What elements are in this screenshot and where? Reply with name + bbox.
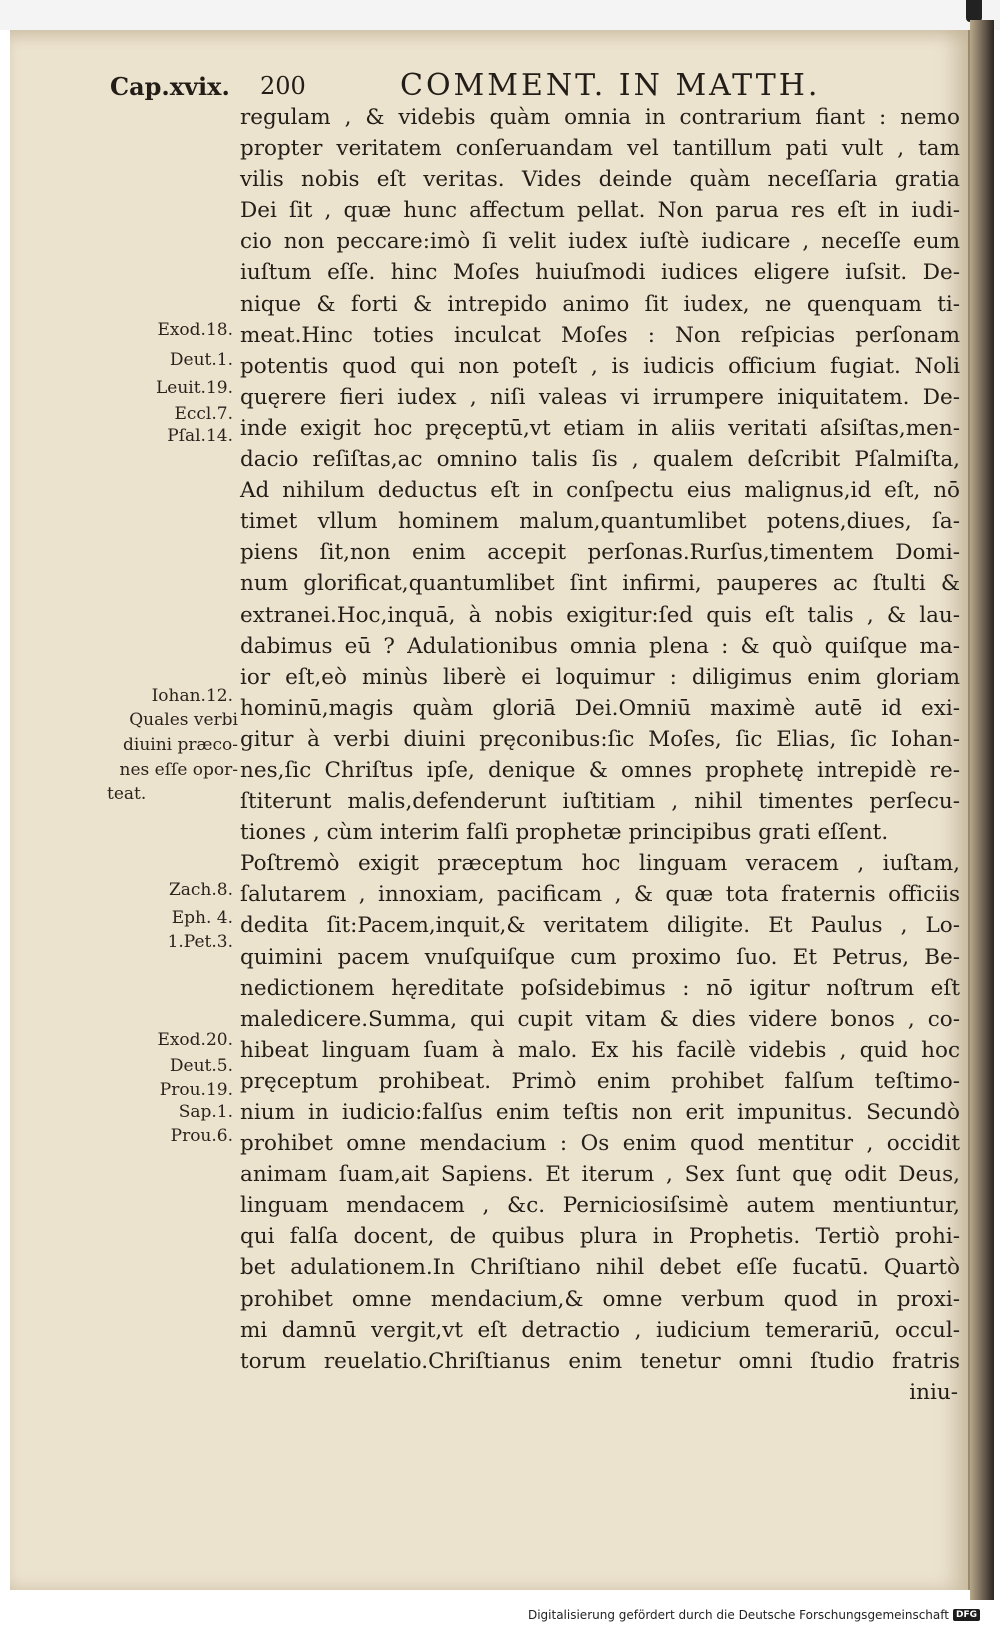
text-line: extranei.Hoc,inquā, à nobis exigitur:ſed quis eſt talis , & lau- [240,602,960,628]
text-line: Poſtremò exigit præceptum hoc linguam veracem , iuſtam, [240,851,960,877]
margin-note-exod20: Exod.20. [157,1030,233,1050]
margin-note-iohan12: Iohan.12. [151,686,233,706]
text-line: ſalutarem , innoxiam, pacificam , & quæ tota fraternis officiis [240,882,960,908]
text-line: nium in iudicio:falſus enim teſtis non erit impunitus. Secundò [240,1100,960,1125]
text-line: mi damnū vergit,vt eſt detractio , iudicium temerariū, occul- [240,1317,960,1343]
text-line: piens ſit,non enim accepit perſonas.Rurſus,timentem Domi- [240,540,960,566]
text-line: qui falſa docent, de quibus plura in Prophetis. Tertiò prohi- [240,1224,960,1250]
top-strip [0,0,1000,30]
text-line: nedictionem hęreditate poſsidebimus : nō igitur noſtrum eſt [240,975,960,1001]
text-line: pręceptum prohibeat. Primò enim prohibet falſum teſtimo- [240,1068,960,1094]
text-line: ior eſt,eò minùs liberè ei loquimur : diligimus enim gloriam [240,664,960,690]
text-line: iuſtum eſſe. hinc Moſes huiuſmodi iudices eligere iuſsit. De- [240,260,960,286]
text-line: dacio reſiſtas,ac omnino talis ſis , qualem deſcribit Pſalmiſta, [240,447,960,473]
text-line: maledicere.Summa, qui cupit vitam & dies videre bonos , co- [240,1006,960,1032]
margin-note-sap1: Sap.1. [178,1102,233,1122]
margin-note-quales-2: diuini præco- [123,735,238,755]
text-line: meat.Hinc toties inculcat Moſes : Non reſpicias perſonam [240,322,960,348]
text-line: linguam mendacem , &c. Perniciosiſsimè autem mentiuntur, [240,1193,960,1219]
margin-note-quales-1: Quales verbi [129,710,238,730]
margin-note-quales-4: teat. [107,784,147,804]
text-line: ſtiterunt malis,defenderunt iuſtitiam , nihil timentes perſecu- [240,789,960,815]
text-line: hominū,magis quàm gloriā Dei.Omniū maximè autē id exi- [240,695,960,721]
text-line: quęrere fieri iudex , niſi valeas vi irrumpere iniquitatem. De- [240,384,960,410]
text-line: tiones , cùm interim falſi prophetæ principibus grati eſſent. [240,820,889,846]
text-line: nes,ſic Chriſtus ipſe, denique & omnes prophetę intrepidè re- [240,757,960,783]
margin-note-prou6: Prou.6. [170,1126,233,1146]
text-line: gitur à verbi diuini pręconibus:ſic Moſes, ſic Elias, ſic Iohan- [240,726,960,752]
body-text [240,102,960,1408]
margin-note-psal14: Pſal.14. [167,426,233,446]
text-line: nique & forti & intrepido animo ſit iudex, ne quenquam ti- [240,291,960,317]
catchword: iniu- [909,1379,958,1405]
margin-note-zach8: Zach.8. [168,880,233,900]
top-edge-mark [966,0,982,22]
text-line: torum reuelatio.Chriſtianus enim tenetur omni ſtudio fratris [240,1348,960,1374]
text-line: bet adulationem.In Chriſtiano nihil debet eſſe fucatū. Quartò [240,1255,960,1281]
text-line: vilis nobis eſt veritas. Vides deinde quàm neceſſaria gratia [240,167,960,193]
margin-note-eph4: Eph. 4. [171,908,233,928]
text-line: quimini pacem vnuſquiſque cum proximo ſuo. Et Petrus, Be- [240,944,960,970]
book-spine-edge [970,20,994,1600]
running-title: COMMENT. IN MATTH. [400,68,821,103]
text-line: timet vllum hominem malum,quantumlibet potens,diues, ſa- [240,509,960,535]
text-line: prohibet omne mendacium : Os enim quod mentitur , occidit [240,1131,960,1157]
text-line: Dei ſit , quæ hunc affectum pellat. Non parua res eſt in iudi- [240,198,960,224]
dfg-logo-icon: DFG [953,1609,980,1621]
text-line: Ad nihilum deductus eſt in conſpectu eius malignus,id eſt, nō [240,478,960,504]
margin-note-quales-3: nes eſſe opor- [119,760,238,780]
text-line: num glorificat,quantumlibet ſint infirmi, pauperes ac ſtulti & [240,571,960,597]
margin-note-eccl7: Eccl.7. [174,404,233,424]
text-line: dedita ſit:Pacem,inquit,& veritatem diligite. Et Paulus , Lo- [240,913,960,939]
chapter-label: Cap.xvix. [110,72,230,101]
text-line: hibeat linguam ſuam à malo. Ex his facilè videbis , quid hoc [240,1037,960,1063]
text-line: dabimus eū ? Adulationibus omnia plena : & quò quiſque ma- [240,633,960,659]
text-line: inde exigit hoc pręceptū,vt etiam in aliis veritati aſsiſtas,men- [240,415,960,441]
text-line: potentis quod qui non poteſt , is iudicis officium fugiat. Noli [240,353,960,379]
margin-note-leuit19: Leuit.19. [155,378,233,398]
margin-note-exod18: Exod.18. [157,320,233,340]
text-line: animam ſuam,ait Sapiens. Et iterum , Sex ſunt quę odit Deus, [240,1162,960,1188]
margin-note-prou19: Prou.19. [159,1080,233,1100]
text-line: cio non peccare:imò ſi velit iudex iuſtè iudicare , neceſſe eum [240,229,960,255]
text-line: regulam , & videbis quàm omnia in contrarium fiant : nemo [240,105,960,130]
footer-credit [528,1608,980,1622]
footer-text: Digitalisierung gefördert durch die Deutsche Forschungsgemeinschaft [527,1608,949,1622]
text-line: propter veritatem conſeruandam vel tantillum pati vult , tam [240,136,960,162]
margin-note-deut1: Deut.1. [169,350,233,370]
margin-note-pet3: 1.Pet.3. [167,932,233,952]
margin-note-deut5: Deut.5. [169,1056,233,1076]
page-number: 200 [260,72,306,100]
text-line: prohibet omne mendacium,& omne verbum quod in proxi- [240,1286,960,1312]
